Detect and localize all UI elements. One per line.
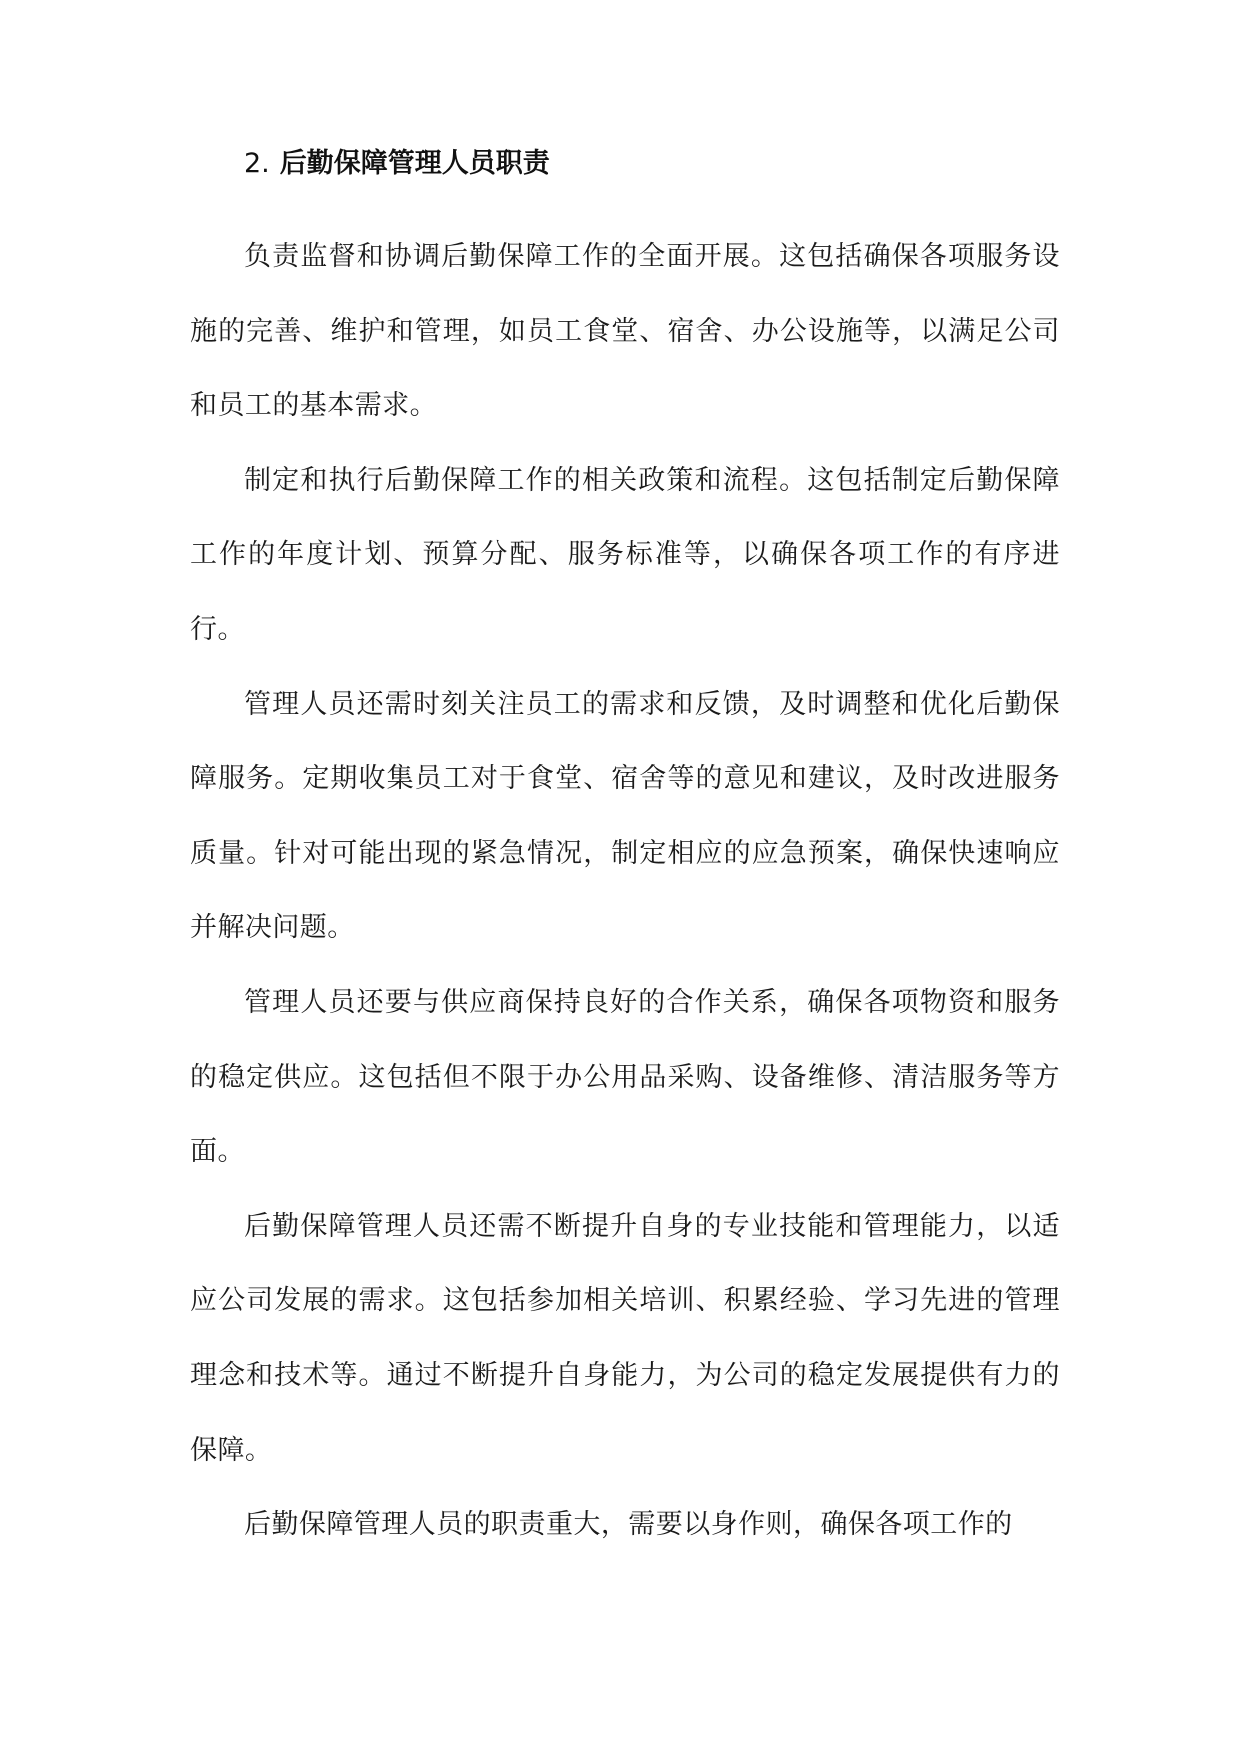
section-heading	[190, 146, 1060, 182]
paragraph: 后勤保障管理人员还需不断提升自身的专业技能和管理能力，以适应公司发展的需求。这包括参加相关培训、积累经验、学习先进的管理理念和技术等。通过不断提升自身能力，为公司的稳定发展提供有力的保障。	[190, 1210, 1060, 1466]
paragraph: 管理人员还需时刻关注员工的需求和反馈，及时调整和优化后勤保障服务。定期收集员工对于食堂、宿舍等的意见和建议，及时改进服务质量。针对可能出现的紧急情况，制定相应的应急预案，确保快速响应并解决问题。	[190, 688, 1060, 944]
section-number: 2.	[244, 148, 270, 179]
paragraph: 管理人员还要与供应商保持良好的合作关系，确保各项物资和服务的稳定供应。这包括但不限于办公用品采购、设备维修、清洁服务等方面。	[190, 986, 1060, 1168]
paragraph: 后勤保障管理人员的职责重大，需要以身作则，确保各项工作的	[244, 1509, 1013, 1541]
paragraph: 负责监督和协调后勤保障工作的全面开展。这包括确保各项服务设施的完善、维护和管理，如员工食堂、宿舍、办公设施等，以满足公司和员工的基本需求。	[190, 241, 1060, 422]
document-body	[190, 146, 1060, 1563]
paragraph: 制定和执行后勤保障工作的相关政策和流程。这包括制定后勤保障工作的年度计划、预算分配、服务标准等，以确保各项工作的有序进行。	[190, 464, 1060, 645]
section-title: 后勤保障管理人员职责	[279, 148, 550, 179]
